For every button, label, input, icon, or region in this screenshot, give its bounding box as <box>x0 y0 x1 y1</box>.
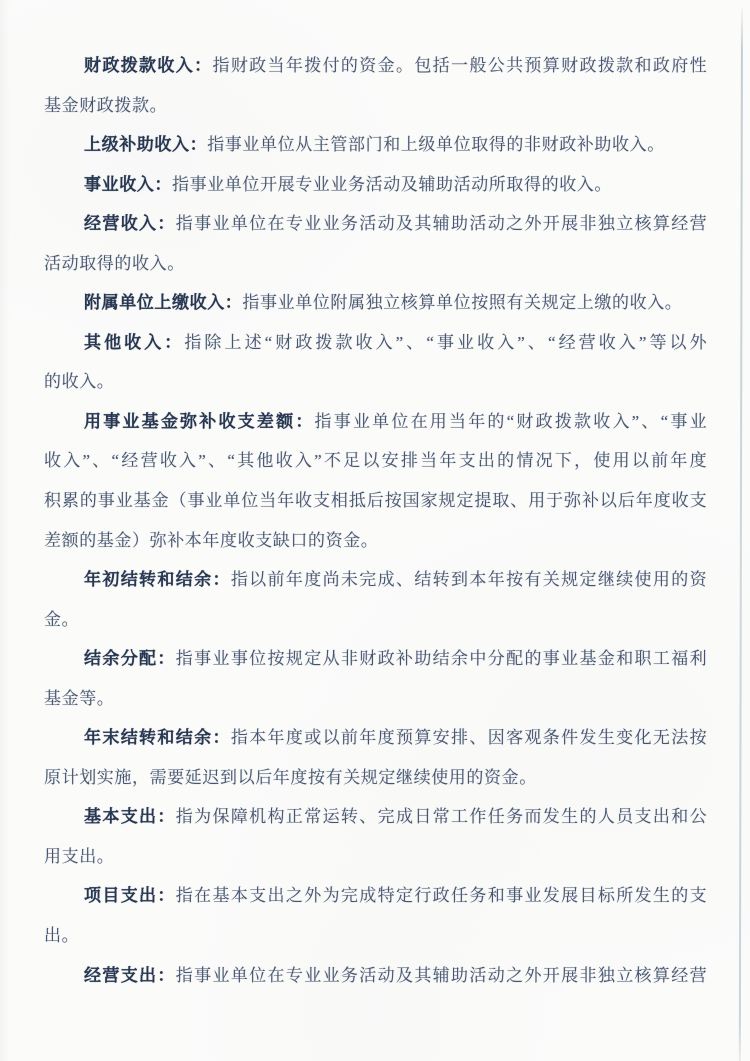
term-label: 结余分配： <box>84 649 176 669</box>
definition-line <box>44 679 707 719</box>
term-label: 附属单位上缴收入： <box>84 293 243 313</box>
definition-line <box>44 125 707 165</box>
definition-line <box>44 639 707 679</box>
document-content <box>44 46 707 995</box>
definition-text: 指事业单位在专业业务活动及其辅助活动之外开展非独立核算经营 <box>175 965 707 985</box>
definition-line <box>44 521 707 561</box>
definition-text: 指事业单位开展专业业务活动及辅助活动所取得的收入。 <box>172 174 612 194</box>
definition-line <box>44 876 707 916</box>
definition-text: 原计划实施，需要延迟到以后年度按有关规定继续使用的资金。 <box>44 767 537 787</box>
definition-line <box>44 283 707 323</box>
definition-text: 积累的事业基金（事业单位当年收支相抵后按国家规定提取、用于弥补以后年度收支 <box>44 491 707 511</box>
term-label: 年末结转和结余： <box>84 728 231 748</box>
definition-line <box>44 441 707 481</box>
definition-line <box>44 916 707 956</box>
definition-line <box>44 204 707 244</box>
definition-line <box>44 481 707 521</box>
definition-text: 基金财政拨款。 <box>44 95 168 115</box>
definition-text: 指事业事位按规定从非财政补助结余中分配的事业基金和职工福利 <box>175 649 707 669</box>
definition-line <box>44 362 707 402</box>
definition-line <box>44 244 707 284</box>
definition-text: 活动取得的收入。 <box>44 253 185 273</box>
term-label: 经营支出： <box>84 965 176 985</box>
term-label: 财政拨款收入： <box>84 56 213 75</box>
term-label: 基本支出： <box>84 807 176 827</box>
term-label: 上级补助收入： <box>84 135 208 155</box>
definition-text: 指事业单位在用当年的“财政拨款收入”、“事业 <box>314 411 707 431</box>
definition-line <box>44 560 707 600</box>
definition-text: 的收入。 <box>44 372 115 392</box>
term-label: 经营收入： <box>84 214 176 234</box>
definition-text: 出。 <box>44 926 80 946</box>
definition-line <box>44 86 707 126</box>
term-label: 其他收入： <box>84 332 185 352</box>
definition-line <box>44 837 707 877</box>
definition-line <box>44 323 707 363</box>
term-label: 事业收入： <box>84 174 172 194</box>
definition-text: 指为保障机构正常运转、完成日常工作任务而发生的人员支出和公 <box>175 807 707 827</box>
definition-text: 指事业单位在专业业务活动及其辅助活动之外开展非独立核算经营 <box>175 214 707 234</box>
definition-text: 指本年度或以前年度预算安排、因客观条件发生变化无法按 <box>230 728 707 748</box>
definition-line <box>44 758 707 798</box>
term-label: 年初结转和结余： <box>84 570 231 590</box>
definition-line <box>44 797 707 837</box>
scan-edge-line <box>739 8 743 1061</box>
scan-left-shadow <box>0 0 10 1061</box>
definition-line <box>44 718 707 758</box>
definition-line <box>44 956 707 996</box>
term-label: 项目支出： <box>84 886 176 906</box>
definition-line <box>44 165 707 205</box>
definition-text: 指在基本支出之外为完成特定行政任务和事业发展目标所发生的支 <box>175 886 707 906</box>
definition-text: 基金等。 <box>44 688 115 708</box>
definition-text: 指以前年度尚未完成、结转到本年按有关规定继续使用的资 <box>230 570 707 590</box>
definition-text: 差额的基金）弥补本年度收支缺口的资金。 <box>44 530 379 550</box>
definition-text: 用支出。 <box>44 846 115 866</box>
definition-line <box>44 46 707 86</box>
definition-text: 指事业单位附属独立核算单位按照有关规定上缴的收入。 <box>242 293 683 313</box>
definition-text: 指事业单位从主管部门和上级单位取得的非财政补助收入。 <box>207 135 665 155</box>
definition-text: 收入”、“经营收入”、“其他收入”不足以安排当年支出的情况下，使用以前年度 <box>44 451 707 471</box>
term-label: 用事业基金弥补收支差额： <box>84 411 315 431</box>
definition-text: 指财政当年拨付的资金。包括一般公共预算财政拨款和政府性 <box>212 56 707 75</box>
definition-text: 指除上述“财政拨款收入”、“事业收入”、“经营收入”等以外 <box>184 332 707 352</box>
definition-line <box>44 402 707 442</box>
definition-text: 金。 <box>44 609 80 629</box>
definition-line <box>44 600 707 640</box>
